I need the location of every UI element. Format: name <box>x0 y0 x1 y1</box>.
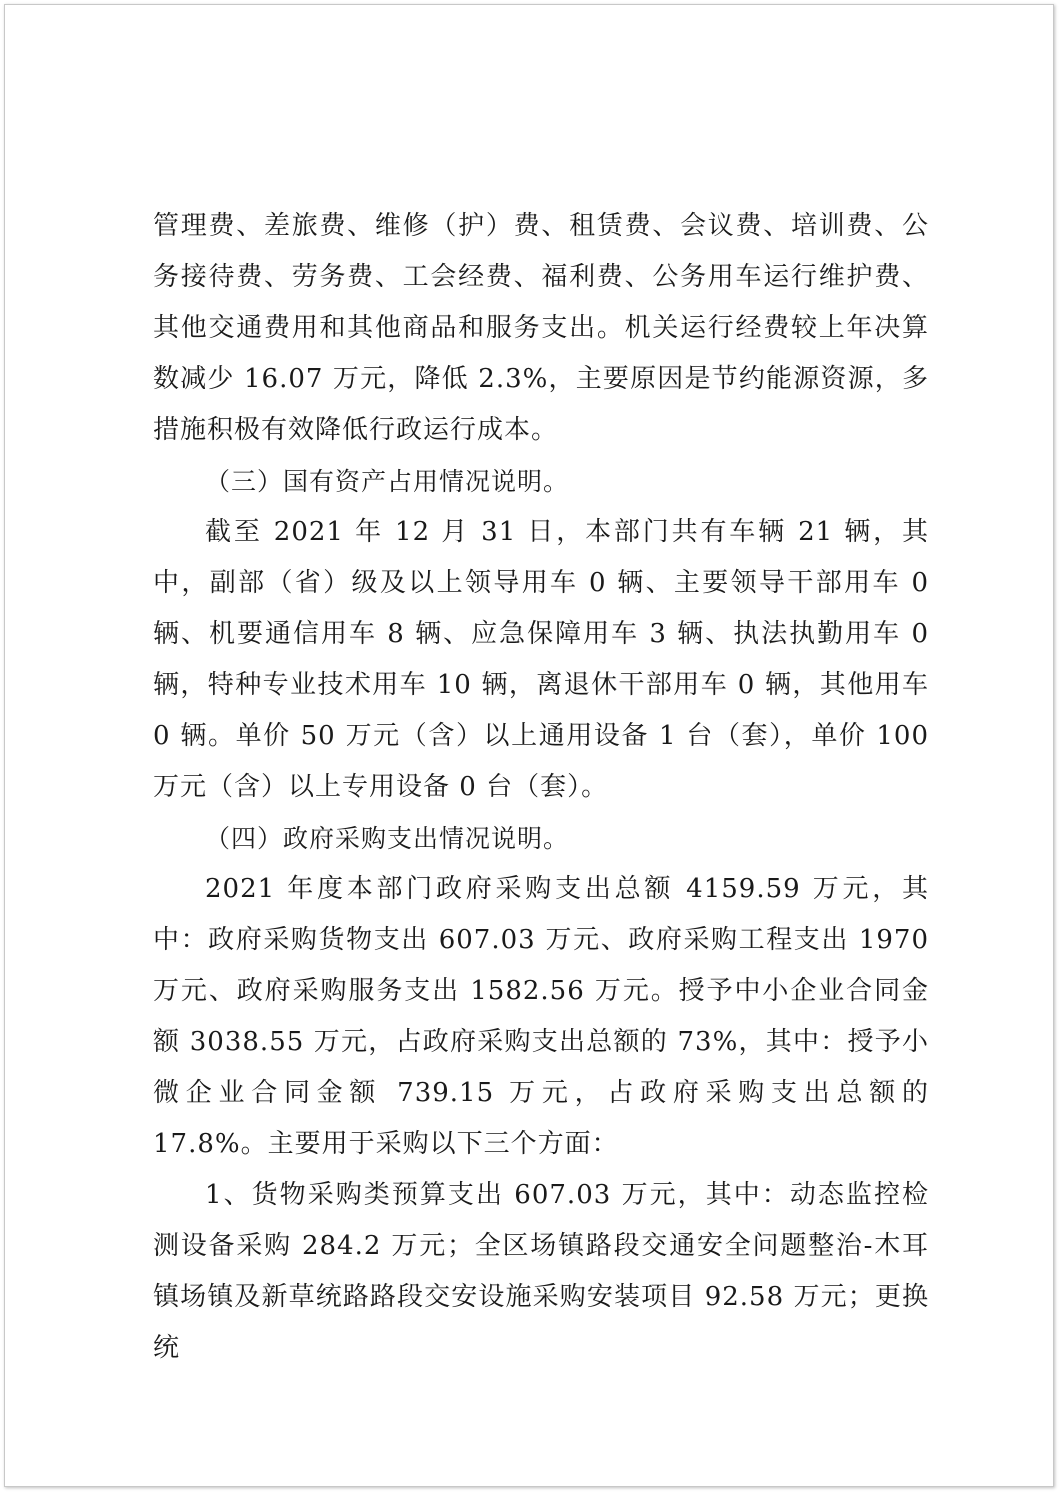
section-heading-state-assets: （三）国有资产占用情况说明。 <box>205 467 570 496</box>
paragraph-admin-expenses: 管理费、差旅费、维修（护）费、租赁费、会议费、培训费、公务接待费、劳务费、工会经费、福利费、公务用车运行维护费、其他交通费用和其他商品和服务支出。机关运行经费较上年决算数减少 16.07 万元，降低 2.3%，主要原因是节约能源资源，多措施积极有效降低行政运行成本。 <box>153 211 929 445</box>
document-body <box>153 201 929 1374</box>
section-heading-gov-procurement: （四）政府采购支出情况说明。 <box>205 824 570 853</box>
paragraph-vehicles-assets: 截至 2021 年 12 月 31 日，本部门共有车辆 21 辆，其中，副部（省）级及以上领导用车 0 辆、主要领导干部用车 0 辆、机要通信用车 8 辆、应急保障用车 3 辆、执法执勤用车 0 辆，特种专业技术用车 10 辆，离退休干部用车 0 辆，其他用车 0 辆。单价 50 万元（含）以上通用设备 1 台（套），单价 100 万元（含）以上专用设备 0 台（套）。 <box>153 517 929 802</box>
paragraph-goods-procurement: 1、货物采购类预算支出 607.03 万元，其中：动态监控检测设备采购 284.2 万元；全区场镇路段交通安全问题整治-木耳镇场镇及新草统路路段交安设施采购安装项目 92.58 万元；更换统 <box>153 1180 929 1363</box>
document-page <box>4 4 1054 1487</box>
paragraph-procurement-summary: 2021 年度本部门政府采购支出总额 4159.59 万元，其中：政府采购货物支出 607.03 万元、政府采购工程支出 1970 万元、政府采购服务支出 1582.56 万元。授予中小企业合同金额 3038.55 万元，占政府采购支出总额的 73%，其中：授予小微企业合同金额 739.15 万元，占政府采购支出总额的 17.8%。主要用于采购以下三个方面： <box>153 874 929 1159</box>
